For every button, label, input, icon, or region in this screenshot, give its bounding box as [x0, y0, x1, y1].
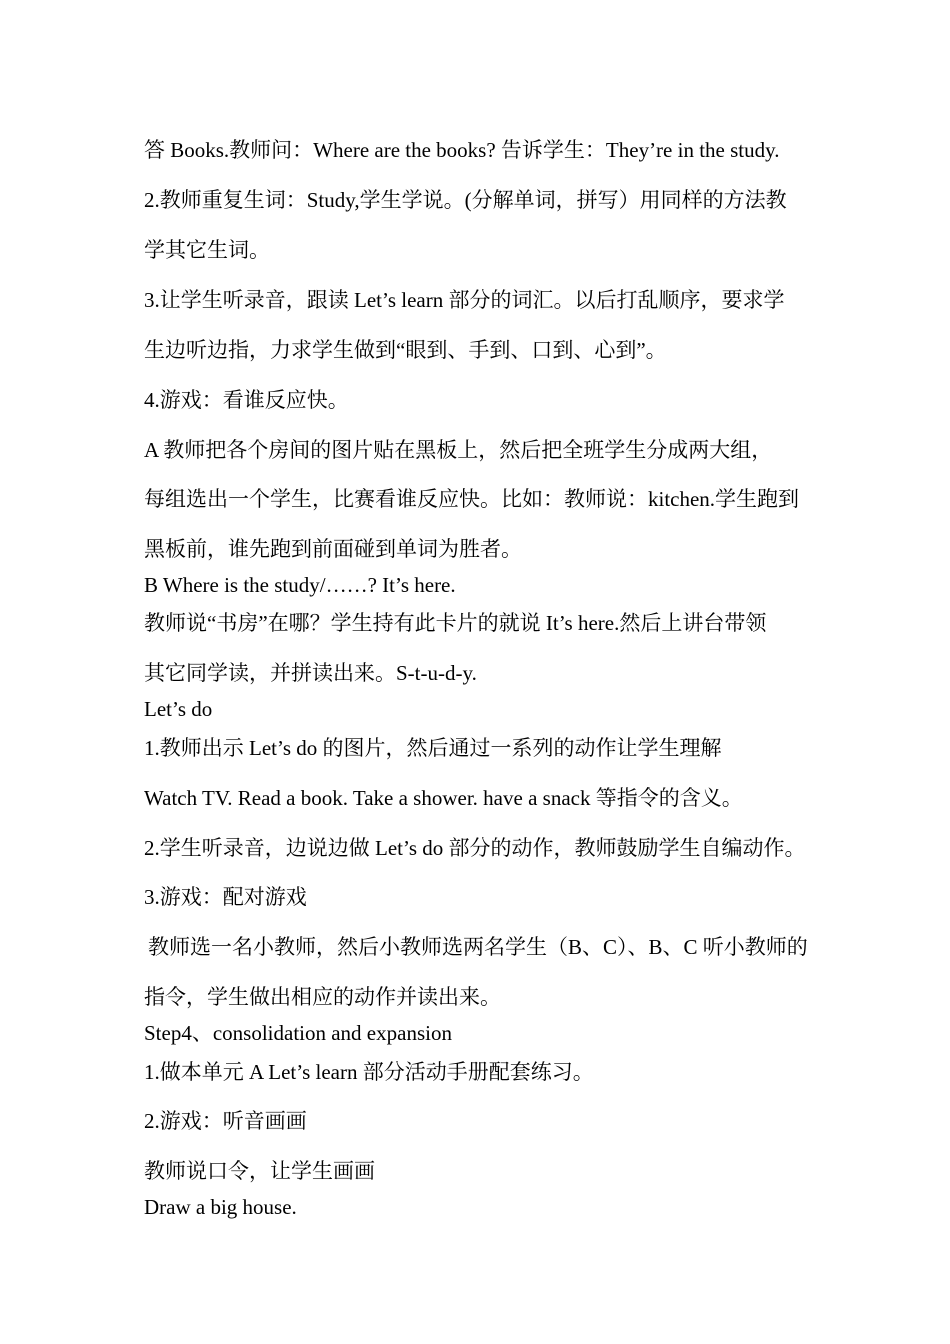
text-line-17: 3.游戏：配对游戏	[144, 885, 307, 909]
text-line-12: 其它同学读，并拼读出来。S-t-u-d-y.	[144, 661, 477, 685]
text-line-16: 2.学生听录音，边说边做 Let’s do 部分的动作，教师鼓励学生自编动作。	[144, 836, 806, 860]
text-line-19: 指令，学生做出相应的动作并读出来。	[144, 985, 501, 1009]
text-line-15: Watch TV. Read a book. Take a shower. have a snack 等指令的含义。	[144, 786, 743, 810]
text-line-21: 1.做本单元 A Let’s learn 部分活动手册配套练习。	[144, 1060, 594, 1084]
text-line-9: 黑板前，谁先跑到前面碰到单词为胜者。	[144, 537, 522, 561]
text-line-5: 生边听边指，力求学生做到“眼到、手到、口到、心到”。	[144, 338, 667, 362]
text-line-13: Let’s do	[144, 697, 213, 721]
text-line-22: 2.游戏：听音画画	[144, 1109, 307, 1133]
text-line-24: Draw a big house.	[144, 1195, 297, 1219]
text-line-23: 教师说口令，让学生画画	[144, 1159, 375, 1183]
text-line-14: 1.教师出示 Let’s do 的图片，然后通过一系列的动作让学生理解	[144, 736, 722, 760]
text-line-3: 学其它生词。	[144, 238, 270, 262]
text-line-1: 答 Books.教师问：Where are the books? 告诉学生：They’re in the study.	[144, 138, 780, 162]
text-line-8: 每组选出一个学生，比赛看谁反应快。比如：教师说：kitchen.学生跑到	[144, 487, 800, 511]
text-line-10: B Where is the study/……? It’s here.	[144, 573, 456, 597]
text-line-6: 4.游戏：看谁反应快。	[144, 388, 349, 412]
text-line-11: 教师说“书房”在哪？学生持有此卡片的就说 It’s here.然后上讲台带领	[144, 611, 767, 635]
text-line-4: 3.让学生听录音，跟读 Let’s learn 部分的词汇。以后打乱顺序，要求学	[144, 288, 785, 312]
text-line-7: A 教师把各个房间的图片贴在黑板上，然后把全班学生分成两大组，	[144, 438, 773, 462]
text-line-18: 教师选一名小教师，然后小教师选两名学生（B、C）、B、C 听小教师的	[148, 935, 808, 959]
text-line-2: 2.教师重复生词：Study,学生学说。(分解单词，拼写）用同样的方法教	[144, 188, 787, 212]
text-line-20: Step4、consolidation and expansion	[144, 1021, 452, 1045]
